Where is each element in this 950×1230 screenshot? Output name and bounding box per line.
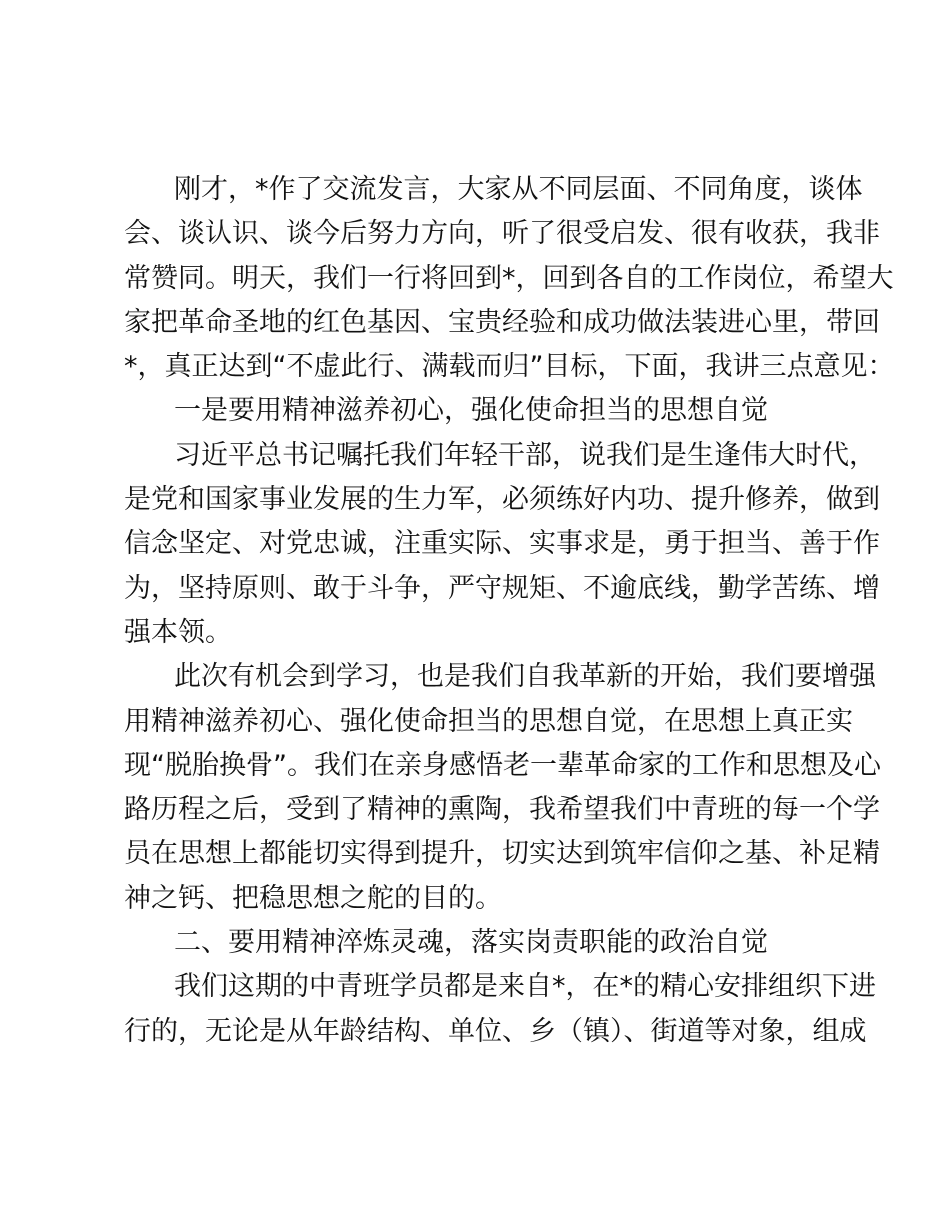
paragraph-line: 路历程之后，受到了精神的熏陶，我希望我们中青班的每一个学 (124, 794, 880, 826)
paragraph-line: 会、谈认识、谈今后努力方向，听了很受启发、很有收获，我非 (124, 218, 880, 250)
paragraph-line: 我们这期的中青班学员都是来自*，在*的精心安排组织下进 (174, 971, 876, 1003)
paragraph-line: 员在思想上都能切实得到提升，切实达到筑牢信仰之基、补足精 (124, 838, 880, 870)
paragraph-line: 习近平总书记嘱托我们年轻干部，说我们是生逢伟大时代， (174, 439, 876, 471)
paragraph-line: 为，坚持原则、敢于斗争，严守规矩、不逾底线，勤学苦练、增 (124, 572, 880, 604)
paragraph-line: 神之钙、把稳思想之舵的目的。 (124, 882, 502, 914)
paragraph-line: 家把革命圣地的红色基因、宝贵经验和成功做法装进心里，带回 (124, 306, 880, 338)
document-body (124, 168, 895, 1054)
paragraph-line: 信念坚定、对党忠诚，注重实际、实事求是，勇于担当、善于作 (124, 528, 880, 560)
section-heading: 一是要用精神滋养初心，强化使命担当的思想自觉 (174, 395, 768, 427)
paragraph-line: 常赞同。明天，我们一行将回到*，回到各自的工作岗位，希望大 (124, 262, 894, 294)
paragraph-line: *，真正达到“不虚此行、满载而归”目标，下面，我讲三点意见： (124, 351, 895, 383)
paragraph-line: 是党和国家事业发展的生力军，必须练好内功、提升修养，做到 (124, 484, 880, 516)
paragraph-line: 用精神滋养初心、强化使命担当的思想自觉，在思想上真正实 (124, 705, 853, 737)
paragraph-line: 刚才，*作了交流发言，大家从不同层面、不同角度，谈体 (174, 174, 863, 205)
paragraph-line: 行的，无论是从年龄结构、单位、乡（镇）、街道等对象，组成 (124, 1015, 867, 1047)
paragraph-line: 强本领。 (124, 616, 232, 648)
paragraph-line: 现“脱胎换骨”。我们在亲身感悟老一辈革命家的工作和思想及心 (124, 749, 881, 781)
paragraph-line: 此次有机会到学习，也是我们自我革新的开始，我们要增强 (174, 661, 876, 693)
section-heading: 二、要用精神淬炼灵魂，落实岗责职能的政治自觉 (174, 927, 768, 959)
